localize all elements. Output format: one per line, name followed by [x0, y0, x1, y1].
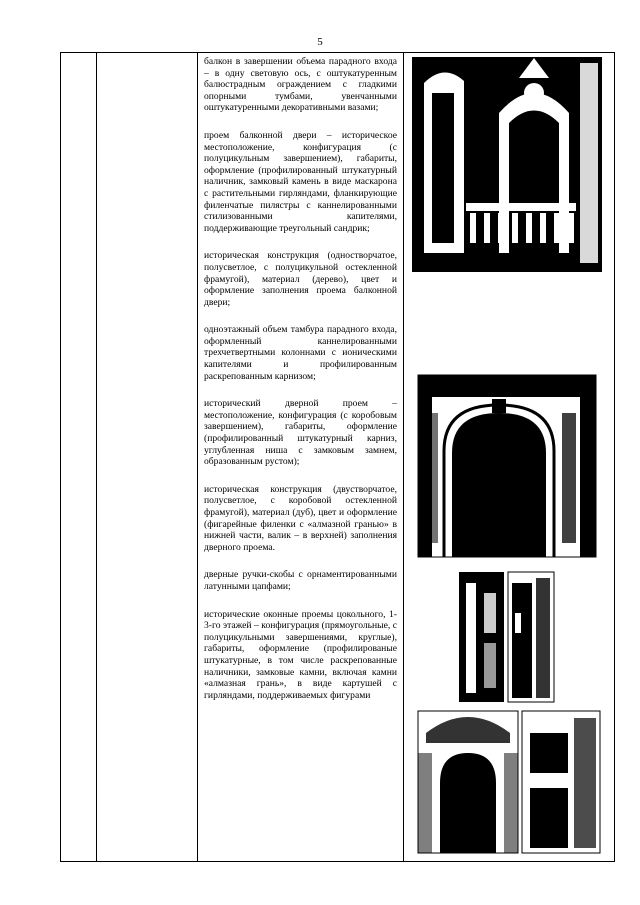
photo-balcony [412, 57, 602, 272]
monument-features-table [60, 52, 615, 862]
photo-window-facade [522, 711, 600, 853]
page-number: 5 [317, 36, 323, 48]
photo-door-right [508, 572, 554, 702]
text-balcony-door-construction: историческая конструкция (одностворчатое, полусветлое, с полуцикульной остекленной фрамугой), материал (дерево), цвет и оформление заполнения проема балконной двери; [204, 250, 397, 308]
text-entrance-vestibule: одноэтажный объем тамбура парадного входа, оформленный каннелированными трехчетвертными колоннами с ионическими капителями и профилированным раскрепованным карнизом; [204, 324, 397, 382]
text-door-construction: историческая конструкция (двустворчатое, полусветлое, с коробовой остекленной фрамугой), материал (дуб), цвет и оформление (фигарейные филенки с «алмазной гранью» в нижней части, валик – в верхней) заполнения дверного проема. [204, 483, 397, 553]
text-door-opening: исторический дверной проем – местоположение, конфигурация (с коробовым завершением), габариты, оформление (профилированный штукатурный карниз, углубленная ниша с замковым замнем, образованным рустом); [204, 398, 397, 468]
cell-description [198, 53, 404, 862]
text-window-openings: исторические оконные проемы цокольного, 1-3-го этажей – конфигурация (прямоугольные, с полуцикульными завершениями, круглые), габариты, оформление (профилированые штукатурные, в том числе раскрепованные наличники, замковые камни, включая камни «алмазная грань», в виде картушей с гирляндами, поддерживаемых фигурами [204, 608, 397, 701]
photo-entrance-portal [418, 375, 596, 557]
text-door-handles: дверные ручки-скобы с орнаментированными латунными цапфами; [204, 569, 397, 592]
text-balcony: балкон в завершении объема парадного входа – в одну световую ось, с оштукатуренным балюстрадным ограждением с гладкими опорными тумбами, увенчанными оштукатуренными декоративными вазами; [204, 56, 397, 114]
cell-photos [404, 53, 615, 862]
cell-number [61, 53, 97, 862]
cell-object [97, 53, 198, 862]
photo-column [404, 53, 614, 856]
text-balcony-door-opening: проем балконной двери – историческое местоположение, конфигурация (с полуцикульным завершением), габариты, оформление (профилированный штукатурный наличник, замковый камень в виде маскарона с растительными гирляндами, фланкирующие филенчатые пилястры с каннелированными стилизованными капителями, поддерживающие треугольный сандрик; [204, 129, 397, 234]
photo-window-arch [418, 711, 518, 853]
table-row [61, 53, 615, 862]
photo-door-left [459, 572, 504, 702]
